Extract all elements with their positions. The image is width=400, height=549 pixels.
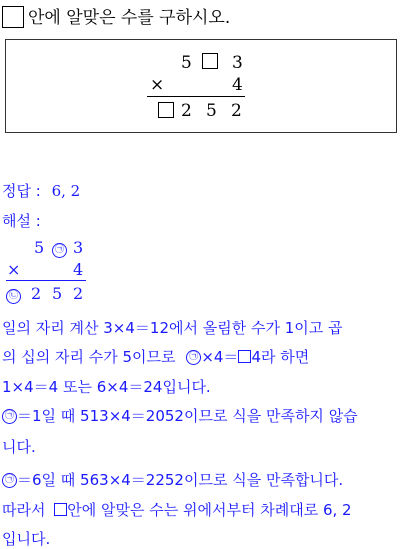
explanation-line-3: 1×4＝4 또는 6×4＝24입니다.	[2, 378, 211, 396]
answer-value: 6, 2	[51, 182, 81, 200]
circle-a-marker: ㉠	[52, 243, 67, 258]
problem-digit: 2	[181, 101, 192, 121]
explanation-line-8: 입니다.	[2, 530, 51, 548]
explanation-label: 해설 :	[2, 212, 41, 230]
explanation-line-1: 일의 자리 계산 3×4＝12에서 올림한 수가 1이고 곱	[2, 319, 343, 337]
explanation-text: 의 십의 자리 수가 5이므로	[2, 348, 176, 366]
explanation-text: ＝1일 때 513×4＝2052이므로 식을 만족하지 않습	[17, 407, 358, 425]
explanation-line-6	[2, 469, 343, 490]
explanation-line-5: 니다.	[2, 438, 36, 456]
sum-line	[147, 96, 245, 97]
explanation-line-7	[2, 499, 352, 520]
circle-a-marker: ㉠	[186, 350, 201, 365]
explanation-digit: 4	[73, 260, 84, 279]
question-text: 안에 알맞은 수를 구하시오.	[28, 8, 231, 28]
answer-label: 정답 :	[2, 182, 41, 200]
blank-square-icon	[238, 350, 251, 363]
explanation-line-4	[2, 405, 358, 426]
explanation-text: 안에 알맞은 수는 위에서부터 차례대로 6, 2	[67, 501, 352, 519]
explanation-text: ＝6일 때 563×4＝2252이므로 식을 만족합니다.	[17, 471, 344, 489]
circle-a-marker: ㉠	[2, 409, 17, 424]
problem-digit: 4	[232, 75, 243, 95]
problem-box	[5, 39, 397, 133]
explanation-line-2	[2, 346, 309, 367]
sum-line	[6, 280, 86, 281]
answer-line	[2, 180, 80, 201]
explanation-text: 따라서	[2, 501, 46, 519]
blank-square-icon	[2, 6, 24, 28]
problem-digit: 5	[181, 53, 192, 73]
explanation-digit: 2	[31, 284, 42, 303]
multiply-sign: ×	[7, 260, 21, 279]
blank-square-icon	[158, 102, 174, 118]
blank-square-icon	[202, 53, 218, 69]
problem-digit: 3	[232, 53, 243, 73]
problem-digit: 2	[231, 101, 242, 121]
circle-b-marker: ㉡	[6, 289, 21, 304]
blank-square-icon	[54, 503, 67, 516]
explanation-text: ×4＝	[201, 348, 239, 366]
explanation-digit: 2	[73, 284, 84, 303]
multiply-sign: ×	[150, 75, 165, 95]
explanation-digit: 5	[34, 238, 45, 257]
question-title	[2, 3, 230, 28]
explanation-text: 4라 하면	[251, 348, 310, 366]
explanation-digit: 5	[52, 284, 63, 303]
explanation-digit: 3	[73, 238, 84, 257]
problem-digit: 5	[206, 101, 217, 121]
circle-a-marker: ㉠	[2, 473, 17, 488]
